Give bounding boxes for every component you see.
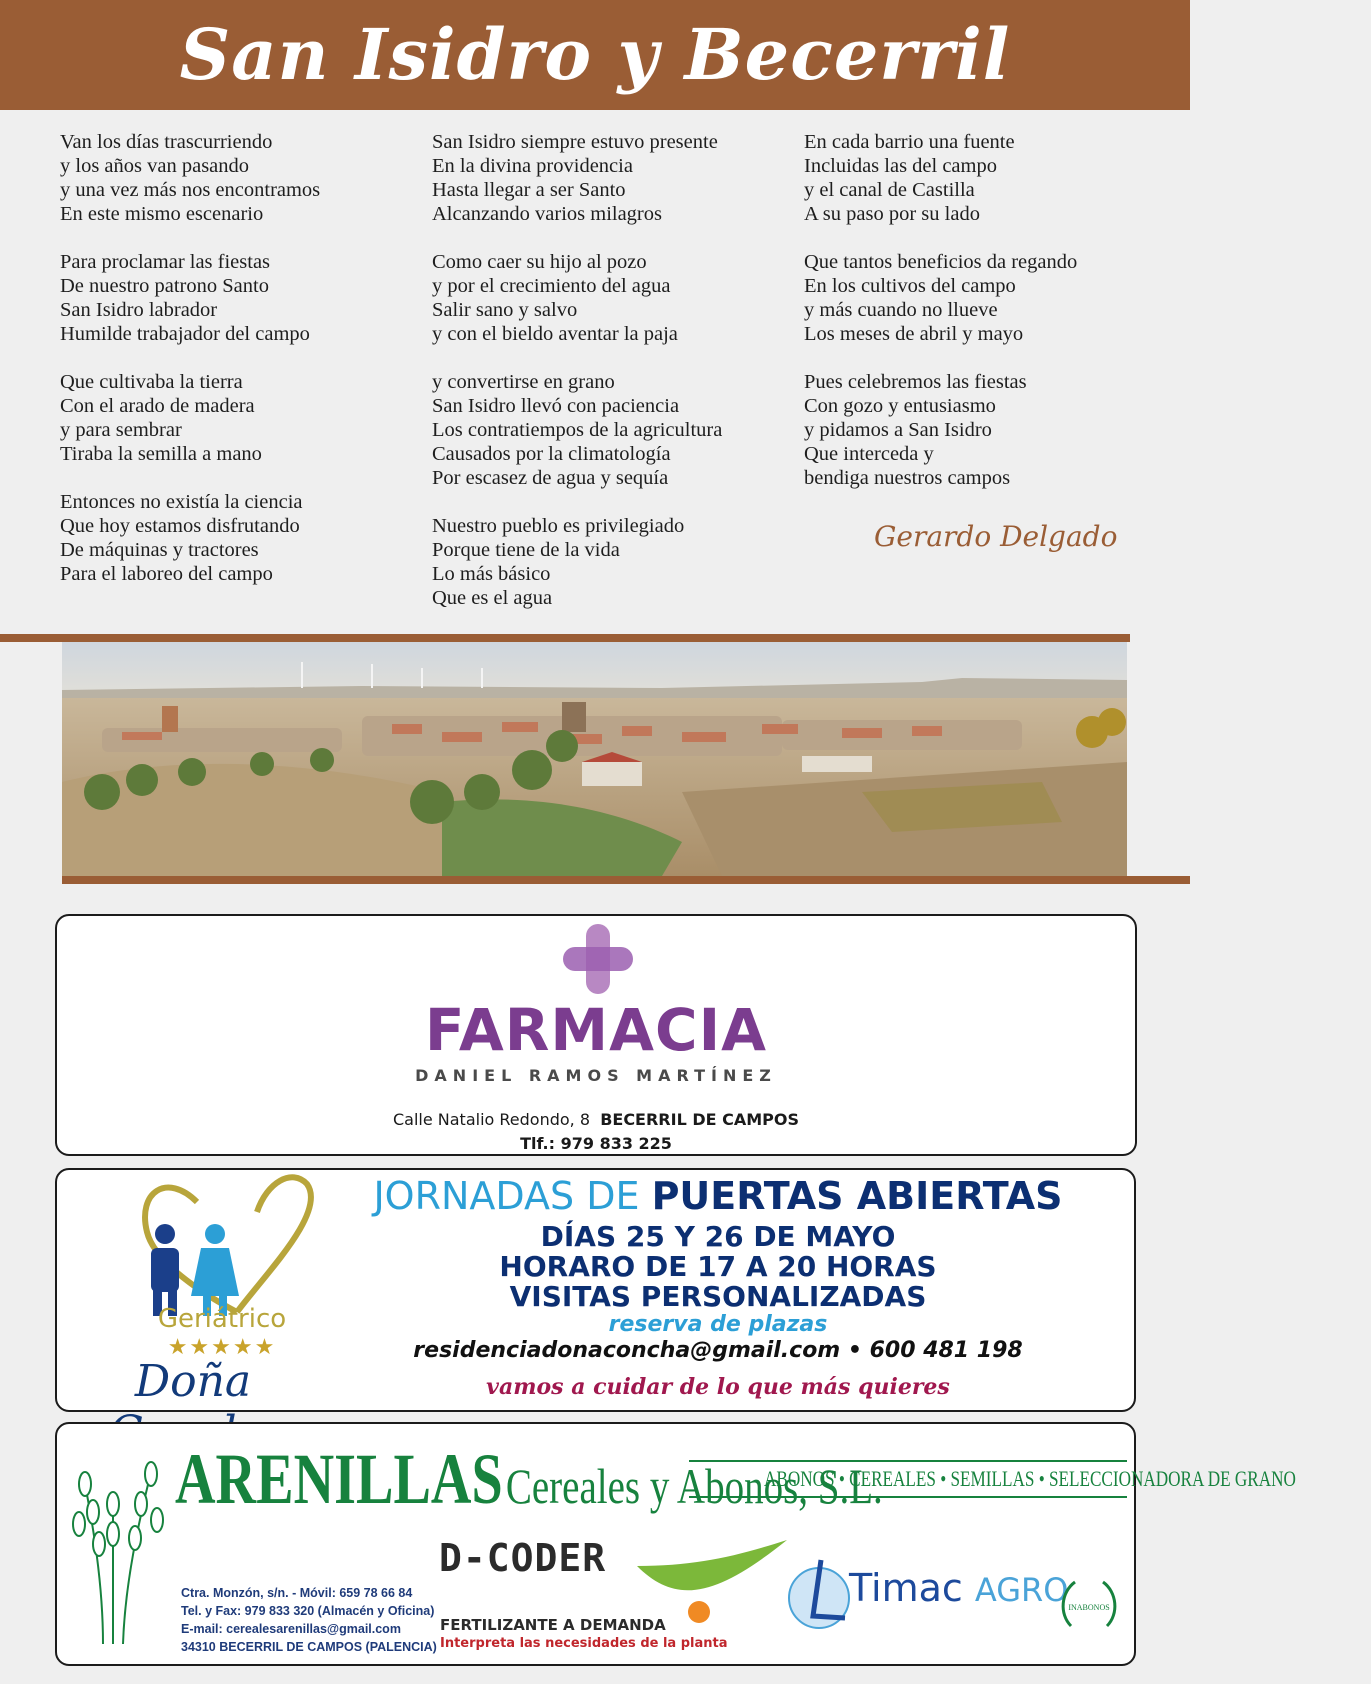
timac-globe-icon (783, 1556, 853, 1632)
arenillas-ad (55, 1422, 1296, 1666)
poem-line: Humilde trabajador del campo (60, 323, 310, 345)
poem-line: Que interceda y (804, 443, 934, 465)
headline-bold: PUERTAS ABIERTAS (651, 1174, 1063, 1218)
poem-line: bendiga nuestros campos (804, 467, 1011, 489)
poem-line: Tiraba la semilla a mano (60, 443, 262, 465)
dcoder-tagline: Interpreta las necesidades de la planta (440, 1636, 728, 1651)
page-title: San Isidro y Becerril (179, 13, 1011, 96)
geriatrico-name: Doña (134, 1356, 252, 1407)
visits-line: VISITAS PERSONALIZADAS (509, 1280, 927, 1313)
poem-line: San Isidro labrador (60, 299, 218, 321)
stanza (60, 130, 420, 226)
poem-line: y una vez más nos encontramos (60, 179, 321, 201)
poem-line: Por escasez de agua y sequía (432, 467, 669, 489)
poem-line: Porque tiene de la vida (432, 539, 620, 561)
poem-line: Con gozo y entusiasmo (804, 395, 996, 417)
contact-line: 34310 BECERRIL DE CAMPOS (PALENCIA) (181, 1640, 437, 1654)
poem-line: Los contratiempos de la agricultura (432, 419, 723, 441)
farmacia-ad (55, 914, 1137, 1156)
poem-line: Hasta llegar a ser Santo (432, 179, 626, 201)
arenillas-products (689, 1460, 1296, 1498)
poem-line: Como caer su hijo al pozo (432, 251, 647, 273)
farmacia-phone: Tlf.: 979 833 225 (520, 1134, 672, 1153)
poem-line: y con el bieldo aventar la paja (432, 323, 678, 345)
poem-line: Salir sano y salvo (432, 299, 578, 321)
poem-line: San Isidro llevó con paciencia (432, 395, 680, 417)
contact-line: E-mail: cerealesarenillas@gmail.com (181, 1622, 401, 1636)
poem-line: y pidamos a San Isidro (804, 419, 992, 441)
dates-line: DÍAS 25 Y 26 DE MAYO (540, 1220, 896, 1253)
poem-line: Para proclamar las fiestas (60, 251, 271, 273)
farmacia-street: Calle Natalio Redondo, 8 (392, 1110, 591, 1129)
farmacia-title: FARMACIA (424, 996, 768, 1064)
poem-line: y convertirse en grano (432, 371, 615, 393)
geriatrico-brand: Geriátrico (157, 1304, 287, 1334)
stanza (60, 490, 420, 586)
timac-agro: AGRO (974, 1571, 1069, 1609)
poem-line: Que tantos beneficios da regando (804, 251, 1078, 273)
poem-line: Lo más básico (432, 563, 551, 585)
farmacia-address-line (57, 1110, 1135, 1129)
poem-line: y más cuando no llueve (804, 299, 998, 321)
wheat-icon (63, 1434, 173, 1654)
poem-column-1 (60, 130, 420, 610)
poem-line: Causados por la climatología (432, 443, 671, 465)
poem-line: Nuestro pueblo es privilegiado (432, 515, 685, 537)
stanza (432, 370, 792, 490)
stanza (60, 370, 420, 466)
poem-line: Que es el agua (432, 587, 553, 609)
geriatrico-contact: residenciadonaconcha@gmail.com • 600 481 198 (413, 1338, 1023, 1363)
arenillas-name-rest: Cereales y Abonos, S.L. (505, 1458, 883, 1514)
inabonos-laurel-logo (1057, 1574, 1121, 1638)
open-days-headline (307, 1174, 1129, 1218)
poem-line: En los cultivos del campo (804, 275, 1016, 297)
farmacia-owner: DANIEL RAMOS MARTÍNEZ (415, 1066, 777, 1085)
contact-line: Ctra. Monzón, s/n. - Móvil: 659 78 66 84 (181, 1586, 413, 1600)
arenillas-contact (181, 1584, 441, 1656)
poem-line: Van los días trascurriendo (60, 131, 273, 153)
dcoder-leaf-icon (617, 1536, 797, 1626)
contact-line: Tel. y Fax: 979 833 320 (Almacén y Oficina) (181, 1604, 435, 1618)
poem-column-2 (432, 130, 792, 634)
geriatrico-ad (55, 1168, 1136, 1412)
stanza (804, 370, 1164, 490)
poem-author: Gerardo Delgado (874, 520, 1118, 553)
headline-light: JORNADAS DE (373, 1174, 640, 1218)
stanza (804, 250, 1164, 346)
rating-stars-icon: ★★★★★ (167, 1334, 277, 1359)
photo-frame-top (0, 634, 1130, 642)
poem-line: En cada barrio una fuente (804, 131, 1015, 153)
inabonos-text: INABONOS (1068, 1603, 1110, 1612)
poem-line: De máquinas y tractores (60, 539, 259, 561)
poem-line: y por el crecimiento del agua (432, 275, 671, 297)
poem-line: Entonces no existía la ciencia (60, 491, 303, 513)
timac-agro-logo (849, 1566, 1068, 1610)
poem-line: Pues celebremos las fiestas (804, 371, 1027, 393)
poem-line: y el canal de Castilla (804, 179, 975, 201)
poem-line: Alcanzando varios milagros (432, 203, 662, 225)
poem-column-3 (804, 130, 1164, 514)
poem-line: San Isidro siempre estuvo presente (432, 131, 718, 153)
reserva-line: reserva de plazas (608, 1312, 828, 1337)
timac-name: Timac (849, 1566, 963, 1610)
dcoder-logo: D-CODER (439, 1536, 607, 1580)
poem-line: En la divina providencia (432, 155, 633, 177)
poem-line: y los años van pasando (60, 155, 250, 177)
pharmacy-cross-icon (563, 924, 633, 994)
poem-line: Los meses de abril y mayo (804, 323, 1024, 345)
arenillas-name-big: ARENILLAS (175, 1439, 503, 1519)
landscape-illustration (62, 642, 1127, 876)
stanza (60, 250, 420, 346)
hours-line: HORARO DE 17 A 20 HORAS (499, 1250, 937, 1283)
poem-line: En este mismo escenario (60, 203, 264, 225)
poem-line: De nuestro patrono Santo (60, 275, 269, 297)
products-text: ABONOS • CEREALES • SEMILLAS • SELECCIONADORA DE GRANO (764, 1466, 1296, 1491)
stanza (804, 130, 1164, 226)
poem-line: y para sembrar (60, 419, 182, 441)
poem-line: A su paso por su lado (804, 203, 980, 225)
stanza (432, 250, 792, 346)
poem-line: Que cultivaba la tierra (60, 371, 243, 393)
poem-line: Que hoy estamos disfrutando (60, 515, 300, 537)
photo-frame-bottom (62, 876, 1190, 884)
geriatrico-slogan: vamos a cuidar de lo que más quieres (486, 1374, 950, 1400)
stanza (432, 130, 792, 226)
village-landscape-photo (62, 642, 1127, 876)
poem-line: Con el arado de madera (60, 395, 255, 417)
dcoder-subtitle: FERTILIZANTE A DEMANDA (440, 1616, 666, 1634)
poem-line: Para el laboreo del campo (60, 563, 273, 585)
stanza (432, 514, 792, 610)
farmacia-town: BECERRIL DE CAMPOS (600, 1110, 800, 1129)
poem-line: Incluidas las del campo (804, 155, 997, 177)
